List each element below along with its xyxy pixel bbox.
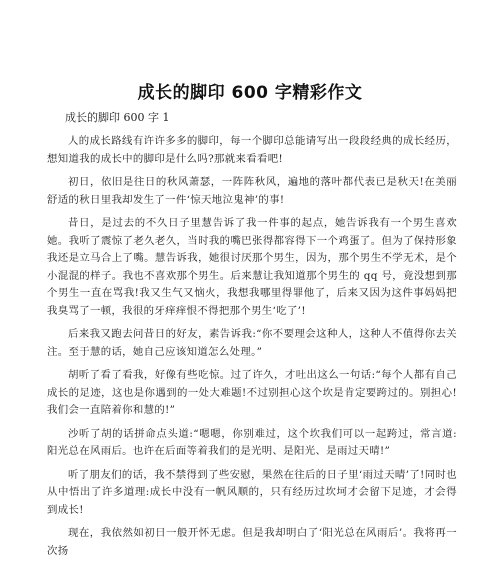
paragraph: 人的成长路线有许许多多的脚印，每一个脚印总能请写出一段段经典的成长经历，想知道我的成长中的脚印是什么吗?那就来看看吧! (47, 135, 457, 165)
paragraph: 沙听了胡的话拼命点头道:“嗯嗯，你别难过，这个坎我们可以一起跨过，常言道:阳光总在风雨后。也许在后面等着我们的是光明、是阳光、是雨过天晴!” (47, 427, 457, 457)
section-subtitle: 成长的脚印 600 字 1 (65, 111, 170, 124)
paragraph: 现在，我依然如初日一般开怀无虑。但是我却明白了‘阳光总在风雨后’。我将再一次扬 (47, 527, 457, 557)
paragraph: 后来我又跑去问昔日的好友，素告诉我:“你不要理会这种人，这种人不值得你去关注。至于慧的话，她自己应该知道怎么处理。” (47, 328, 457, 358)
article-body (47, 108, 457, 566)
paragraph: 听了朋友们的话，我不禁得到了些安慰，果然在往后的日子里‘雨过天晴’了!同时也从中悟出了许多道理:成长中没有一帆风顺的，只有经历过坎坷才会留下足迹，才会得到成长! (47, 468, 457, 516)
paragraph: 初日，依旧是往日的秋风萧瑟，一阵阵秋风，遍地的落叶都代表已是秋天!在美丽舒适的秋日里我却发生了一件‘惊天地泣鬼神’的事! (47, 176, 457, 206)
page-title: 成长的脚印 600 字精彩作文 (137, 83, 363, 103)
paragraph: 昔日，是过去的不久日子里慧告诉了我一件事的起点，她告诉我有一个男生喜欢她。我听了震惊了老久老久，当时我的嘴巴张得都容得下一个鸡蛋了。但为了保持形象我还是立马合上了嘴。慧告诉我，她很讨厌那个男生，因为，那个男生不学无术，是个小混混的样子。我也不喜欢那个男生。后来慧让我知道那个男生的 qq 号，竟没想到那个男生一直在骂我!我又生气又恼火，我想我哪里得罪他了，后来又因为这件事妈妈把我臭骂了一顿，我很的牙痒痒恨不得把那个男生‘吃了’! (47, 217, 457, 317)
paragraph: 胡听了看了看我，好像有些吃惊。过了许久，才吐出这么一句话:“每个人都有自己成长的足迹，这也是你遇到的一处大难题!不过别担心这个坎是肯定要跨过的。别担心!我们会一直陪着你和慧的!” (47, 369, 457, 416)
